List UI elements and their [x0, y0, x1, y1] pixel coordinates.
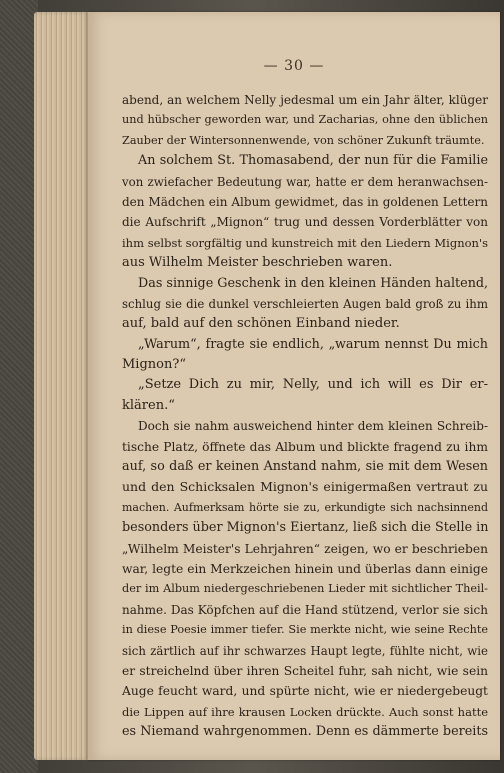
text-line: von zwiefacher Bedeutung war, hatte er dem heranwachsen- [122, 174, 488, 189]
text-line: An solchem St. Thomasabend, der nun für die Familie [138, 153, 488, 169]
text-line: tische Platz, öffnete das Album und blickte fragend zu ihm [122, 439, 488, 454]
text-line: „Setze Dich zu mir, Nelly, und ich will es Dir er- [138, 377, 488, 393]
text-line: es Niemand wahrgenommen. Denn es dämmerte bereits [122, 724, 488, 740]
book-page [88, 12, 500, 760]
text-line: ihm selbst sorgfältig und kunstreich mit den Liedern Mignon's [122, 235, 488, 250]
text-line: „Wilhelm Meister's Lehrjahren“ zeigen, wo er beschrieben [122, 541, 488, 556]
text-line: schlug sie die dunkel verschleierten Augen bald groß zu ihm [122, 296, 488, 311]
text-line: abend, an welchem Nelly jedesmal um ein Jahr älter, klüger [122, 93, 488, 107]
text-line: „Warum“, fragte sie endlich, „warum nennst Du mich [138, 336, 488, 352]
page-edges [34, 12, 90, 760]
text-line: den Mädchen ein Album gewidmet, das in goldenen Lettern [122, 194, 488, 209]
text-line: auf, bald auf den schönen Einband nieder. [122, 316, 400, 332]
text-line: und den Schicksalen Mignon's einigermaßen vertraut zu [122, 479, 488, 495]
text-line: aus Wilhelm Meister beschrieben waren. [122, 255, 393, 271]
text-line: Auge feucht ward, und spürte nicht, wie er niedergebeugt [122, 684, 488, 699]
text-line: er streichelnd über ihren Scheitel fuhr, sah nicht, wie sein [122, 663, 488, 678]
text-line: Zauber der Wintersonnenwende, von schöner Zukunft träumte. [122, 133, 485, 147]
cover-cloth-texture [0, 0, 38, 773]
text-line: auf, so daß er keinen Anstand nahm, sie mit dem Wesen [122, 459, 488, 475]
text-line: Doch sie nahm ausweichend hinter dem kleinen Schreib- [138, 419, 488, 434]
text-line: nahme. Das Köpfchen auf die Hand stützend, verlor sie sich [122, 602, 488, 617]
text-line: die Aufschrift „Mignon“ trug und dessen Vorderblätter von [122, 215, 488, 230]
text-line: und hübscher geworden war, und Zacharias, ohne den üblichen [122, 113, 488, 127]
text-line: Das sinnige Geschenk in den kleinen Händen haltend, [138, 275, 489, 291]
text-line: war, legte ein Merkzeichen hinein und überlas dann einige [122, 561, 488, 576]
page-body-text [122, 90, 488, 743]
text-line: die Lippen auf ihre krausen Locken drückte. Auch sonst hatte [122, 704, 488, 719]
text-line: klären.“ [122, 397, 175, 413]
text-line: der im Album niedergeschriebenen Lieder mit sichtlicher Theil- [122, 582, 488, 596]
text-line: in diese Poesie immer tiefer. Sie merkte nicht, wie seine Rechte [122, 623, 488, 637]
text-line: sich zärtlich auf ihr schwarzes Haupt legte, fühlte nicht, wie [122, 643, 488, 658]
text-line: machen. Aufmerksam hörte sie zu, erkundigte sich nachsinnend [122, 500, 488, 514]
text-line: besonders über Mignon's Eiertanz, ließ sich die Stelle in [122, 520, 489, 536]
page-number: — 30 — [263, 58, 325, 74]
text-line: Mignon?“ [122, 357, 186, 373]
